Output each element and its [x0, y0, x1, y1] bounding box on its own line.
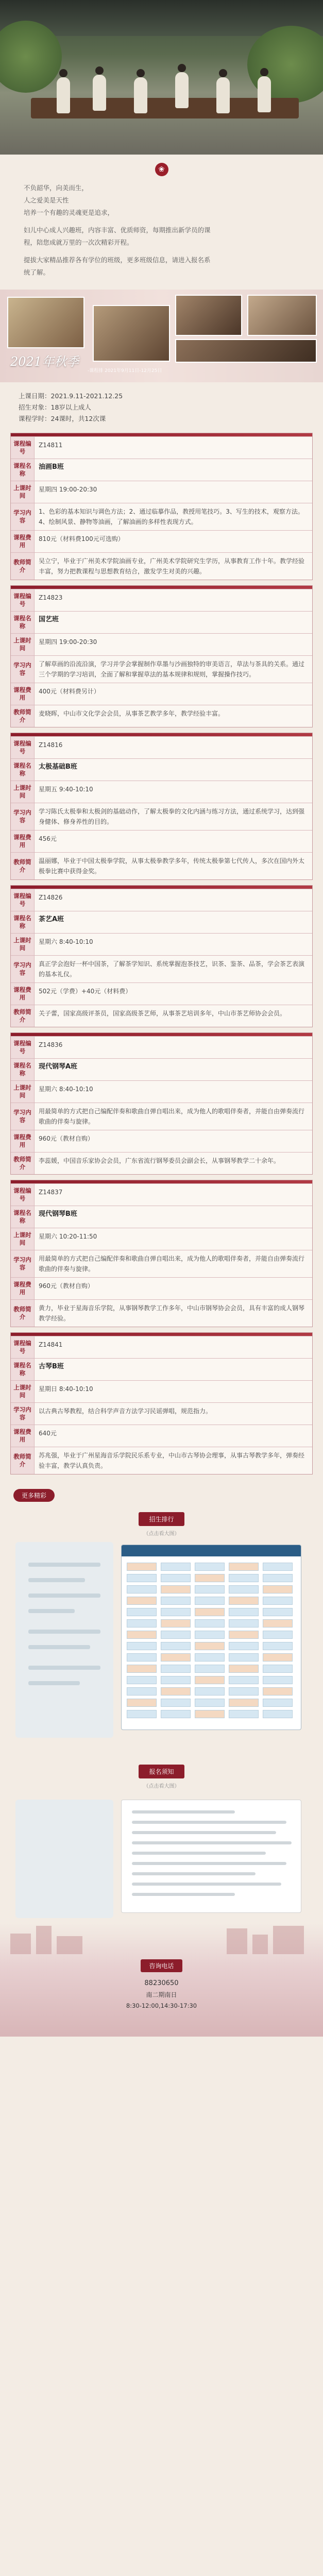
- calendar-cell: [263, 1665, 293, 1673]
- calendar-cell: [127, 1710, 157, 1718]
- course-label-code: 课程编号: [11, 437, 35, 459]
- season-banner: [0, 290, 323, 382]
- contact-tag: 咨询电话: [141, 1959, 182, 1972]
- calendar-cell: [127, 1563, 157, 1571]
- calendar-cell: [161, 1676, 191, 1684]
- course-label-name: 课程名称: [11, 1059, 35, 1080]
- course-value-time: 星期四 19:00-20:30: [39, 486, 97, 493]
- registration-title: [0, 1758, 323, 1778]
- course-row-content: [11, 955, 312, 982]
- calendar-cell: [229, 1574, 259, 1582]
- schedule-left-panel: [15, 1542, 113, 1738]
- calendar-cell: [263, 1642, 293, 1650]
- calendar-cell: [161, 1642, 191, 1650]
- course-row-fee: [11, 1277, 312, 1299]
- course-value-content: 学习陈氏太极拳和太极剑的基础动作，了解太极拳的文化内涵与练习方法，通过系统学习，达到强身健体、修身养性的目的。: [39, 808, 305, 825]
- schedule-subtitle: （点击看大图）: [143, 1531, 180, 1537]
- course-row-time: [11, 1080, 312, 1103]
- course-label-code: 课程编号: [11, 889, 35, 911]
- calendar-cell: [195, 1642, 225, 1650]
- calendar-cell: [229, 1597, 259, 1605]
- course-row-time: [11, 633, 312, 655]
- course-label-content: 学习内容: [11, 1250, 35, 1277]
- calendar-cell: [127, 1642, 157, 1650]
- course-row-code: [11, 736, 312, 758]
- course-label-fee: 课程费用: [11, 683, 35, 705]
- course-row-content: [11, 1250, 312, 1277]
- meta-line: 上课日期：2021.9.11-2021.12.25: [19, 392, 123, 400]
- calendar-cell: [263, 1676, 293, 1684]
- course-row-fee: [11, 1425, 312, 1447]
- calendar-cell: [229, 1619, 259, 1628]
- calendar-cell: [263, 1619, 293, 1628]
- course-value-code: Z14836: [39, 1041, 63, 1048]
- footer: [0, 1923, 323, 2037]
- more-tag: 更多精彩: [13, 1489, 55, 1502]
- calendar-cell: [127, 1665, 157, 1673]
- calendar-cell: [127, 1653, 157, 1662]
- calendar-cell: [195, 1619, 225, 1628]
- city-skyline-decoration: [0, 1923, 323, 1954]
- person-shape: [134, 77, 147, 113]
- course-row-content: [11, 503, 312, 530]
- course-label-time: 上课时间: [11, 1228, 35, 1250]
- course-label-content: 学习内容: [11, 803, 35, 830]
- course-row-teacher: [11, 1005, 312, 1027]
- course-row-fee: [11, 982, 312, 1005]
- course-value-time: 星期五 9:40-10:10: [39, 786, 93, 793]
- course-value-fee: 400元（材料费另计）: [39, 688, 100, 695]
- course-label-teacher: 教师简介: [11, 1153, 35, 1174]
- course-label-time: 上课时间: [11, 934, 35, 955]
- calendar-cell: [195, 1710, 225, 1718]
- person-shape: [175, 72, 189, 108]
- course-label-name: 课程名称: [11, 1359, 35, 1380]
- calendar-cell: [195, 1585, 225, 1594]
- course-table: [10, 433, 313, 580]
- course-label-name: 课程名称: [11, 759, 35, 781]
- course-value-time: 星期日 8:40-10:10: [39, 1385, 93, 1393]
- course-table: [10, 1332, 313, 1475]
- calendar-cell: [127, 1619, 157, 1628]
- contact-location: 南二期南日: [146, 1991, 177, 1998]
- course-row-teacher: [11, 705, 312, 727]
- course-label-code: 课程编号: [11, 589, 35, 611]
- calendar-cell: [263, 1653, 293, 1662]
- registration-image[interactable]: [0, 1789, 323, 1923]
- calendar-cell: [127, 1687, 157, 1696]
- course-value-name: 太极基础B班: [39, 763, 77, 771]
- course-value-code: Z14841: [39, 1341, 63, 1348]
- contact-hours: 8:30-12:00,14:30-17:30: [126, 2002, 197, 2009]
- course-value-name: 茶艺A班: [39, 916, 64, 923]
- course-label-name: 课程名称: [11, 612, 35, 633]
- schedule-image[interactable]: [0, 1537, 323, 1758]
- schedule-title: [0, 1506, 323, 1526]
- calendar-cell: [195, 1563, 225, 1571]
- calendar-cell: [127, 1608, 157, 1616]
- course-value-teacher: 吴立宁，毕业于广州美术学院油画专业，广州美术学院研究生学历，从事教育工作十年。教学经验丰富，努力把教课程与思想教育结合，激发学生对美的兴趣。: [39, 557, 305, 575]
- calendar-cell: [229, 1699, 259, 1707]
- course-row-code: [11, 889, 312, 911]
- course-row-teacher: [11, 1152, 312, 1174]
- course-row-name: [11, 611, 312, 633]
- course-value-teacher: 李蕊媛，中国音乐家协会会员，广东省流行钢琴委员会副会长，从事钢琴教学二十余年。: [39, 1157, 280, 1164]
- course-row-teacher: [11, 1299, 312, 1327]
- banner-photo: [247, 295, 317, 336]
- course-row-time: [11, 481, 312, 503]
- course-value-teacher: 关子蕾，国家高级评茶员，国家高级茶艺师，从事茶艺培训多年，中山市茶艺师协会会员。: [39, 1010, 286, 1017]
- course-row-teacher: [11, 852, 312, 879]
- calendar-cell: [161, 1563, 191, 1571]
- calendar-cell: [161, 1619, 191, 1628]
- course-value-fee: 810元（材料费100元可选购）: [39, 535, 124, 543]
- course-label-code: 课程编号: [11, 737, 35, 758]
- course-row-time: [11, 1380, 312, 1402]
- course-label-code: 课程编号: [11, 1336, 35, 1358]
- calendar-cell: [195, 1608, 225, 1616]
- course-row-name: [11, 758, 312, 781]
- registration-document: [121, 1800, 301, 1913]
- course-row-name: [11, 911, 312, 933]
- calendar-cell: [195, 1665, 225, 1673]
- calendar-cell: [195, 1699, 225, 1707]
- course-value-teacher: 黄力，毕业于星海音乐学院，从事钢琴教学工作多年，中山市钢琴协会会员，具有丰富的成人钢琴教学经验。: [39, 1304, 305, 1322]
- course-row-name: [11, 1206, 312, 1228]
- calendar-cell: [229, 1665, 259, 1673]
- course-value-name: 油画B班: [39, 463, 64, 471]
- course-value-content: 了解草画的沿流沿演，学习并学会掌握制作草墨与沙画独特的审美语言，草法与茶具的关系。通过三个学期的学习培训，全面了解和掌握草法的基本规律和规则，掌握操作技巧。: [39, 660, 305, 678]
- banner-photo: [175, 339, 317, 363]
- course-row-name: [11, 1058, 312, 1080]
- course-row-time: [11, 781, 312, 803]
- course-value-code: Z14811: [39, 442, 63, 449]
- course-row-content: [11, 803, 312, 830]
- banner-photo: [7, 297, 84, 348]
- calendar-cell: [161, 1631, 191, 1639]
- course-value-content: 以古典古琴教程，结合科学声音方法学习民谣弹唱，规范指力。: [39, 1408, 212, 1415]
- course-label-code: 课程编号: [11, 1184, 35, 1206]
- intro-line: 提拔大家精品推荐各有学位的班级，更多班级信息，请进入报名系: [24, 256, 211, 264]
- course-row-code: [11, 436, 312, 459]
- course-value-code: Z14816: [39, 741, 63, 749]
- intro-line: 统了解。: [24, 268, 50, 276]
- course-value-name: 现代钢琴B班: [39, 1210, 77, 1218]
- course-label-content: 学习内容: [11, 956, 35, 982]
- calendar-cell: [263, 1631, 293, 1639]
- course-value-code: Z14823: [39, 594, 63, 601]
- calendar-cell: [263, 1574, 293, 1582]
- registration-subtitle: （点击看大图）: [143, 1784, 180, 1789]
- calendar-cell: [195, 1676, 225, 1684]
- intro-line: 妇儿中心成人兴趣班，内容丰富、优质师资，每期推出新学员的课: [24, 226, 211, 234]
- course-value-fee: 640元: [39, 1430, 57, 1437]
- course-value-fee: 456元: [39, 835, 57, 842]
- course-label-name: 课程名称: [11, 459, 35, 481]
- intro-line: 不负韶华，向美而生，: [24, 184, 89, 192]
- course-label-teacher: 教师简介: [11, 853, 35, 879]
- course-label-fee: 课程费用: [11, 531, 35, 552]
- course-value-teacher: 苏兆强，毕业于广州星海音乐学院民乐系专业，中山市古琴协会理事，从事古琴教学多年，弹奏经验丰富，教学认真负责。: [39, 1452, 305, 1469]
- ornament-icon: ❀: [0, 155, 323, 179]
- course-value-teacher: 麦晓晖，中山市文化学会会员，从事茶艺教学多年，教学经验丰富。: [39, 710, 225, 717]
- calendar-cell: [229, 1608, 259, 1616]
- course-value-content: 1、色彩的基本知识与调色方法；2、通过临摹作品，教授用笔技巧。3、写生的技术，观察方法。4、绘制风景、静物等油画，了解油画的多样性表现方式。: [39, 508, 304, 526]
- calendar-cell: [229, 1687, 259, 1696]
- schedule-calendar: [121, 1545, 301, 1730]
- course-value-code: Z14826: [39, 894, 63, 901]
- registration-title-text: 报名须知: [139, 1765, 184, 1778]
- intro-line: 程，陪您成就万里的一次次精彩开程。: [24, 239, 133, 246]
- course-table: [10, 1180, 313, 1327]
- course-value-time: 星期六 10:20-11:50: [39, 1233, 97, 1240]
- registration-phone-mock: [15, 1800, 113, 1918]
- course-value-name: 现代钢琴A班: [39, 1063, 78, 1071]
- course-value-code: Z14837: [39, 1189, 63, 1196]
- course-list: [0, 433, 323, 1475]
- calendar-cell: [161, 1574, 191, 1582]
- calendar-cell: [229, 1653, 259, 1662]
- course-label-name: 课程名称: [11, 1206, 35, 1228]
- course-row-fee: [11, 1130, 312, 1152]
- calendar-cell: [263, 1710, 293, 1718]
- course-row-fee: [11, 830, 312, 852]
- intro-line: 培养一个有趣的灵魂更是追求，: [24, 209, 114, 216]
- calendar-cell: [195, 1687, 225, 1696]
- course-label-teacher: 教师简介: [11, 1447, 35, 1474]
- season-subtitle: -课程排 2021年9月11日-12月25日: [88, 368, 162, 374]
- calendar-cell: [127, 1676, 157, 1684]
- course-meta: [0, 382, 323, 430]
- course-row-content: [11, 1402, 312, 1425]
- calendar-cell: [229, 1710, 259, 1718]
- course-value-name: 古琴B班: [39, 1363, 64, 1370]
- calendar-cell: [263, 1585, 293, 1594]
- calendar-cell: [229, 1642, 259, 1650]
- calendar-cell: [229, 1631, 259, 1639]
- course-row-code: [11, 1036, 312, 1058]
- calendar-cell: [263, 1597, 293, 1605]
- course-row-time: [11, 1228, 312, 1250]
- course-value-teacher: 温丽娜，毕业于中国太极拳学院，从事太极拳教学多年，传统太极拳第七代传人，多次在国内外太极拳比赛中获得金奖。: [39, 857, 305, 875]
- course-value-content: 真正学会泡好一杯中国茶，了解茶学知识、系统掌握泡茶技艺，识茶、鉴茶、品茶，学会茶艺表演的基本礼仪。: [39, 960, 305, 978]
- calendar-cell: [161, 1608, 191, 1616]
- course-table: [10, 585, 313, 727]
- course-value-fee: 502元（学费）+40元（材料费）: [39, 988, 132, 995]
- course-label-fee: 课程费用: [11, 1130, 35, 1152]
- banner-photo: [175, 295, 242, 336]
- meta-line: 课程学时：24课时，共12次课: [19, 415, 106, 422]
- calendar-cell: [161, 1665, 191, 1673]
- course-label-fee: 课程费用: [11, 831, 35, 852]
- calendar-cell: [127, 1574, 157, 1582]
- course-label-teacher: 教师简介: [11, 705, 35, 727]
- meta-line: 招生对象：18岁以上成人: [19, 403, 91, 411]
- course-row-name: [11, 1358, 312, 1380]
- calendar-cell: [127, 1699, 157, 1707]
- course-label-name: 课程名称: [11, 911, 35, 933]
- season-title: 2021年秋季: [10, 354, 79, 369]
- intro-line: 人之爱美是天性: [24, 196, 69, 204]
- calendar-cell: [229, 1585, 259, 1594]
- course-label-content: 学习内容: [11, 1403, 35, 1425]
- course-label-teacher: 教师简介: [11, 553, 35, 580]
- course-table: [10, 733, 313, 880]
- schedule-title-text: 招生排行: [139, 1512, 184, 1526]
- calendar-cell: [127, 1631, 157, 1639]
- calendar-cell: [195, 1631, 225, 1639]
- person-shape: [216, 77, 230, 113]
- course-row-name: [11, 459, 312, 481]
- course-label-teacher: 教师简介: [11, 1300, 35, 1327]
- course-value-content: 用最简单的方式把自己编配伴奏和歌曲自弹自唱出来，成为他人的歌唱伴奏者，并能自由弹奏流行歌曲的伴奏与旋律。: [39, 1108, 305, 1125]
- course-label-time: 上课时间: [11, 1381, 35, 1402]
- course-row-teacher: [11, 1447, 312, 1474]
- calendar-cell: [127, 1585, 157, 1594]
- calendar-cell: [161, 1597, 191, 1605]
- course-row-code: [11, 1183, 312, 1206]
- course-row-code: [11, 589, 312, 611]
- calendar-cell: [229, 1676, 259, 1684]
- course-label-content: 学习内容: [11, 1103, 35, 1130]
- course-row-fee: [11, 683, 312, 705]
- calendar-cell: [229, 1563, 259, 1571]
- calendar-cell: [161, 1710, 191, 1718]
- calendar-cell: [161, 1585, 191, 1594]
- course-row-time: [11, 933, 312, 955]
- course-table: [10, 1032, 313, 1175]
- course-label-fee: 课程费用: [11, 1278, 35, 1299]
- course-label-fee: 课程费用: [11, 1425, 35, 1447]
- calendar-cell: [127, 1597, 157, 1605]
- course-label-content: 学习内容: [11, 656, 35, 683]
- course-label-time: 上课时间: [11, 1081, 35, 1103]
- calendar-cell: [263, 1699, 293, 1707]
- course-row-code: [11, 1336, 312, 1358]
- calendar-cell: [263, 1687, 293, 1696]
- calendar-cell: [161, 1699, 191, 1707]
- course-label-time: 上课时间: [11, 481, 35, 503]
- course-value-content: 用最简单的方式把自己编配伴奏和歌曲自弹自唱出来，成为他人的歌唱伴奏者，并能自由弹奏流行歌曲的伴奏与旋律。: [39, 1255, 305, 1273]
- course-row-content: [11, 1103, 312, 1130]
- course-value-time: 星期六 8:40-10:10: [39, 1086, 93, 1093]
- banner-photo: [93, 305, 170, 362]
- course-label-fee: 课程费用: [11, 983, 35, 1005]
- course-value-fee: 960元（教材自购）: [39, 1135, 94, 1142]
- calendar-cell: [195, 1597, 225, 1605]
- course-value-name: 国艺班: [39, 616, 59, 623]
- calendar-cell: [195, 1574, 225, 1582]
- course-label-teacher: 教师简介: [11, 1005, 35, 1027]
- calendar-cell: [161, 1687, 191, 1696]
- calendar-cell: [263, 1608, 293, 1616]
- calendar-cell: [161, 1653, 191, 1662]
- course-table: [10, 885, 313, 1027]
- person-shape: [57, 77, 70, 113]
- course-label-content: 学习内容: [11, 503, 35, 530]
- course-value-time: 星期四 19:00-20:30: [39, 638, 97, 646]
- calendar-cell: [195, 1653, 225, 1662]
- person-shape: [258, 76, 271, 112]
- person-shape: [93, 75, 106, 111]
- course-label-time: 上课时间: [11, 634, 35, 655]
- contact-phone[interactable]: 88230650: [144, 1979, 179, 1987]
- hero-photo: [0, 0, 323, 155]
- course-label-time: 上课时间: [11, 781, 35, 803]
- course-value-fee: 960元（教材自购）: [39, 1282, 94, 1290]
- course-label-code: 课程编号: [11, 1037, 35, 1058]
- course-row-teacher: [11, 552, 312, 580]
- intro-text: [0, 179, 323, 284]
- calendar-cell: [263, 1563, 293, 1571]
- course-row-fee: [11, 530, 312, 552]
- course-value-time: 星期六 8:40-10:10: [39, 938, 93, 945]
- course-row-content: [11, 655, 312, 683]
